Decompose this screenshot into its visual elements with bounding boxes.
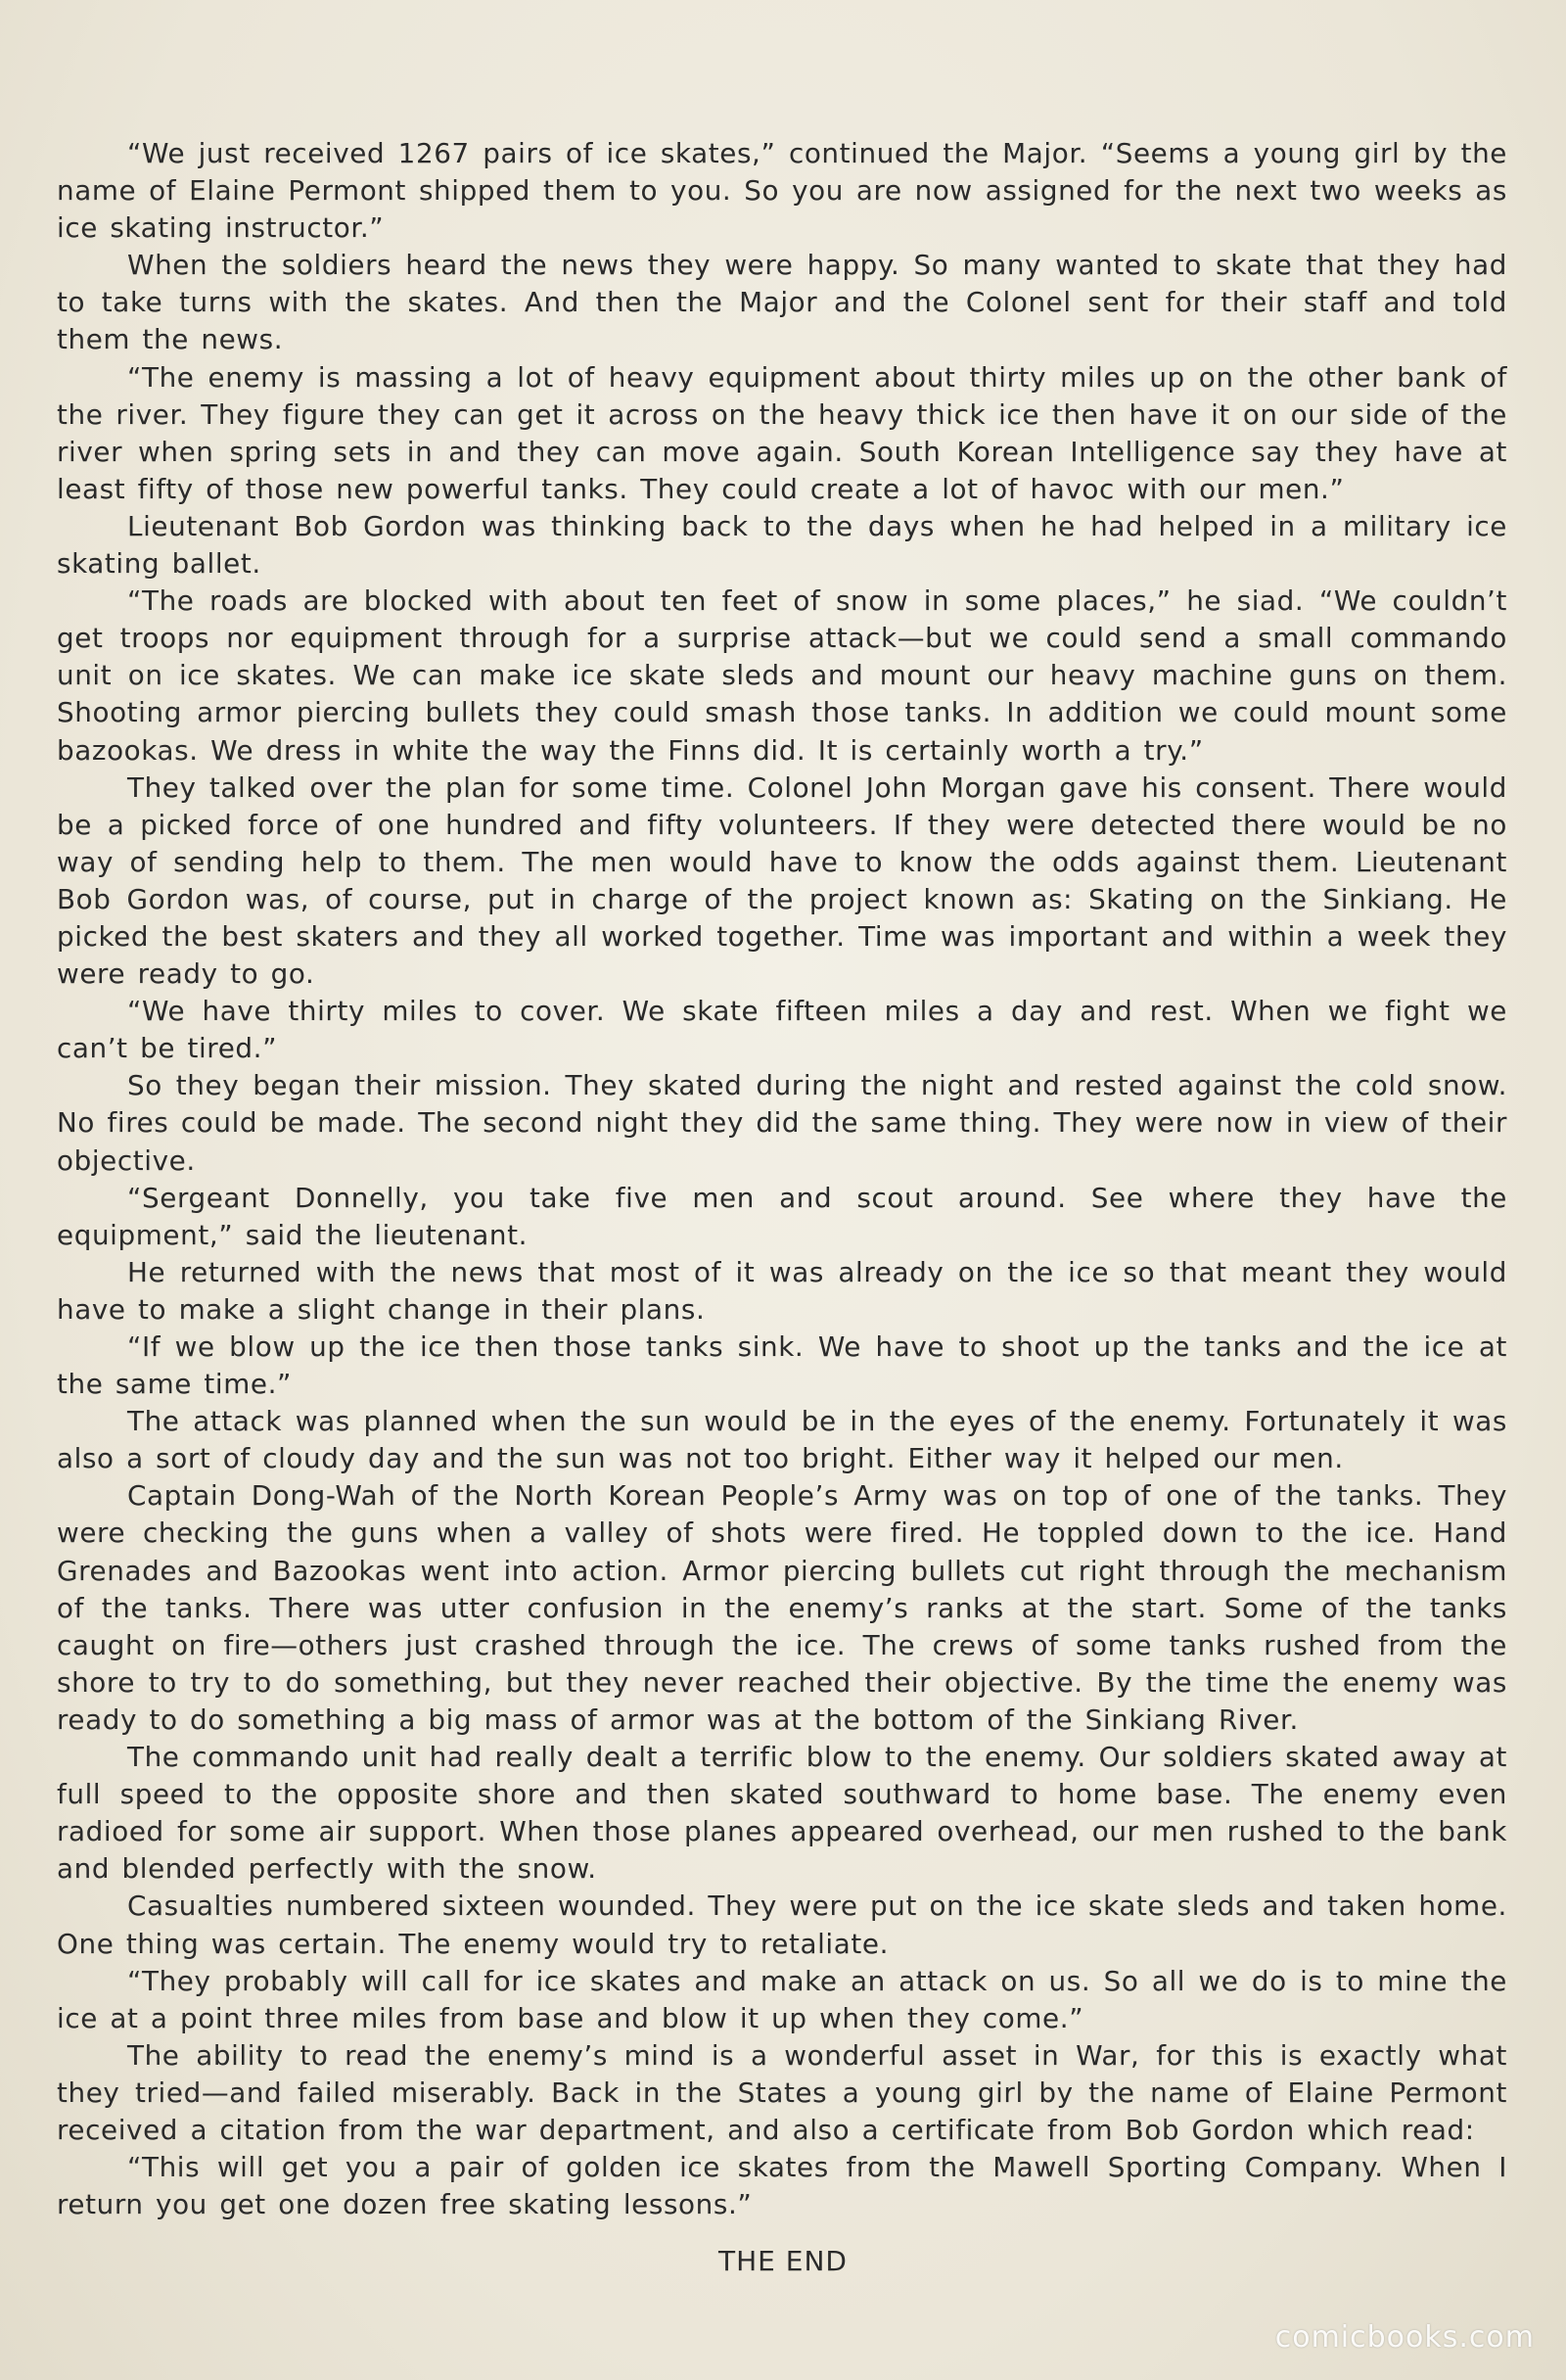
paragraph-11: “If we blow up the ice then those tanks sink. We have to shoot up the tanks and the ice at the same time.” [57,1330,1507,1401]
paragraph-16: “They probably will call for ice skates and make an attack on us. So all we do is to mine the ice at a point three miles from base and blow it up when they come.” [57,1964,1507,2034]
paragraph-6: They talked over the plan for some time. Colonel John Morgan gave his consent. There would be a picked force of one hundred and fifty volunteers. If they were detected there would be no way of sending help to them. The men would have to know the odds against them. Lieutenant Bob Gordon was, of course, put in charge of the project known as: Skating on the Sinkiang. He picked the best skaters and they all worked together. Time was important and within a week they were ready to go. [57,770,1507,991]
paragraph-1: “We just received 1267 pairs of ice skates,” continued the Major. “Seems a young girl by the name of Elaine Permont shipped them to you. So you are now assigned for the next two weeks as ice skating instructor.” [57,137,1507,245]
paragraph-5: “The roads are blocked with about ten feet of snow in some places,” he siad. “We couldn’t get troops nor equipment through for a surprise attack—but we could send a small commando unit on ice skates. We can make ice skate sleds and mount our heavy machine guns on them. Shooting armor piercing bullets they could smash those tanks. In addition we could mount some bazookas. We dress in white the way the Finns did. It is certainly worth a try.” [57,584,1507,767]
paragraph-17: The ability to read the enemy’s mind is a wonderful asset in War, for this is exactly what they tried—and failed miserably. Back in the States a young girl by the name of Elaine Permont received a citation from the war department, and also a certificate from Bob Gordon which read: [57,2038,1507,2146]
paragraph-3: “The enemy is massing a lot of heavy equipment about thirty miles up on the other bank of the river. They figure they can get it across on the heavy thick ice then have it on our side of the river when spring sets in and they can move again. South Korean Intelligence say they have at least fifty of those new powerful tanks. They could create a lot of havoc with our men.” [57,360,1507,505]
paragraph-9: “Sergeant Donnelly, you take five men and scout around. See where they have the equipment,” said the lieutenant. [57,1181,1507,1251]
paragraph-7: “We have thirty miles to cover. We skate fifteen miles a day and rest. When we fight we can’t be tired.” [57,995,1507,1065]
paragraph-4: Lieutenant Bob Gordon was thinking back to the days when he had helped in a military ice skating ballet. [57,509,1507,581]
paragraph-2: When the soldiers heard the news they were happy. So many wanted to skate that they had to take turns with the skates. And then the Major and the Colonel sent for their staff and told them the news. [57,249,1507,356]
paragraph-14: The commando unit had really dealt a terrific blow to the enemy. Our soldiers skated away at full speed to the opposite shore and then skated southward to home base. The enemy even radioed for some air support. When those planes appeared overhead, our men rushed to the bank and blended perfectly with the snow. [57,1741,1507,1886]
the-end-label: THE END [718,2245,848,2277]
paragraph-12: The attack was planned when the sun would be in the eyes of the enemy. Fortunately it was also a sort of cloudy day and the sun was not too bright. Either way it helped our men. [57,1405,1507,1475]
paragraph-8: So they began their mission. They skated during the night and rested against the cold snow. No fires could be made. The second night they did the same thing. They were now in view of their objective. [57,1069,1507,1177]
watermark: comicbooks.com [1274,2320,1535,2355]
paragraph-13: Captain Dong-Wah of the North Korean People’s Army was on top of one of the tanks. They were checking the guns when a valley of shots were fired. He toppled down to the ice. Hand Grenades and Bazookas went into action. Armor piercing bullets cut right through the mechanism of the tanks. There was utter confusion in the enemy’s ranks at the start. Some of the tanks caught on fire—others just crashed through the ice. The crews of some tanks rushed from the shore to try to do something, but they never reached their objective. By the time the enemy was ready to do something a big mass of armor was at the bottom of the Sinkiang River. [57,1479,1507,1736]
paragraph-18: “This will get you a pair of golden ice skates from the Mawell Sporting Company. When I return you get one dozen free skating lessons.” [57,2151,1507,2221]
paragraph-15: Casualties numbered sixteen wounded. They were put on the ice skate sleds and taken home. One thing was certain. The enemy would try to retaliate. [57,1890,1507,1960]
paragraph-10: He returned with the news that most of it was already on the ice so that meant they would have to make a slight change in their plans. [57,1255,1507,1326]
story-text [57,135,1507,2223]
